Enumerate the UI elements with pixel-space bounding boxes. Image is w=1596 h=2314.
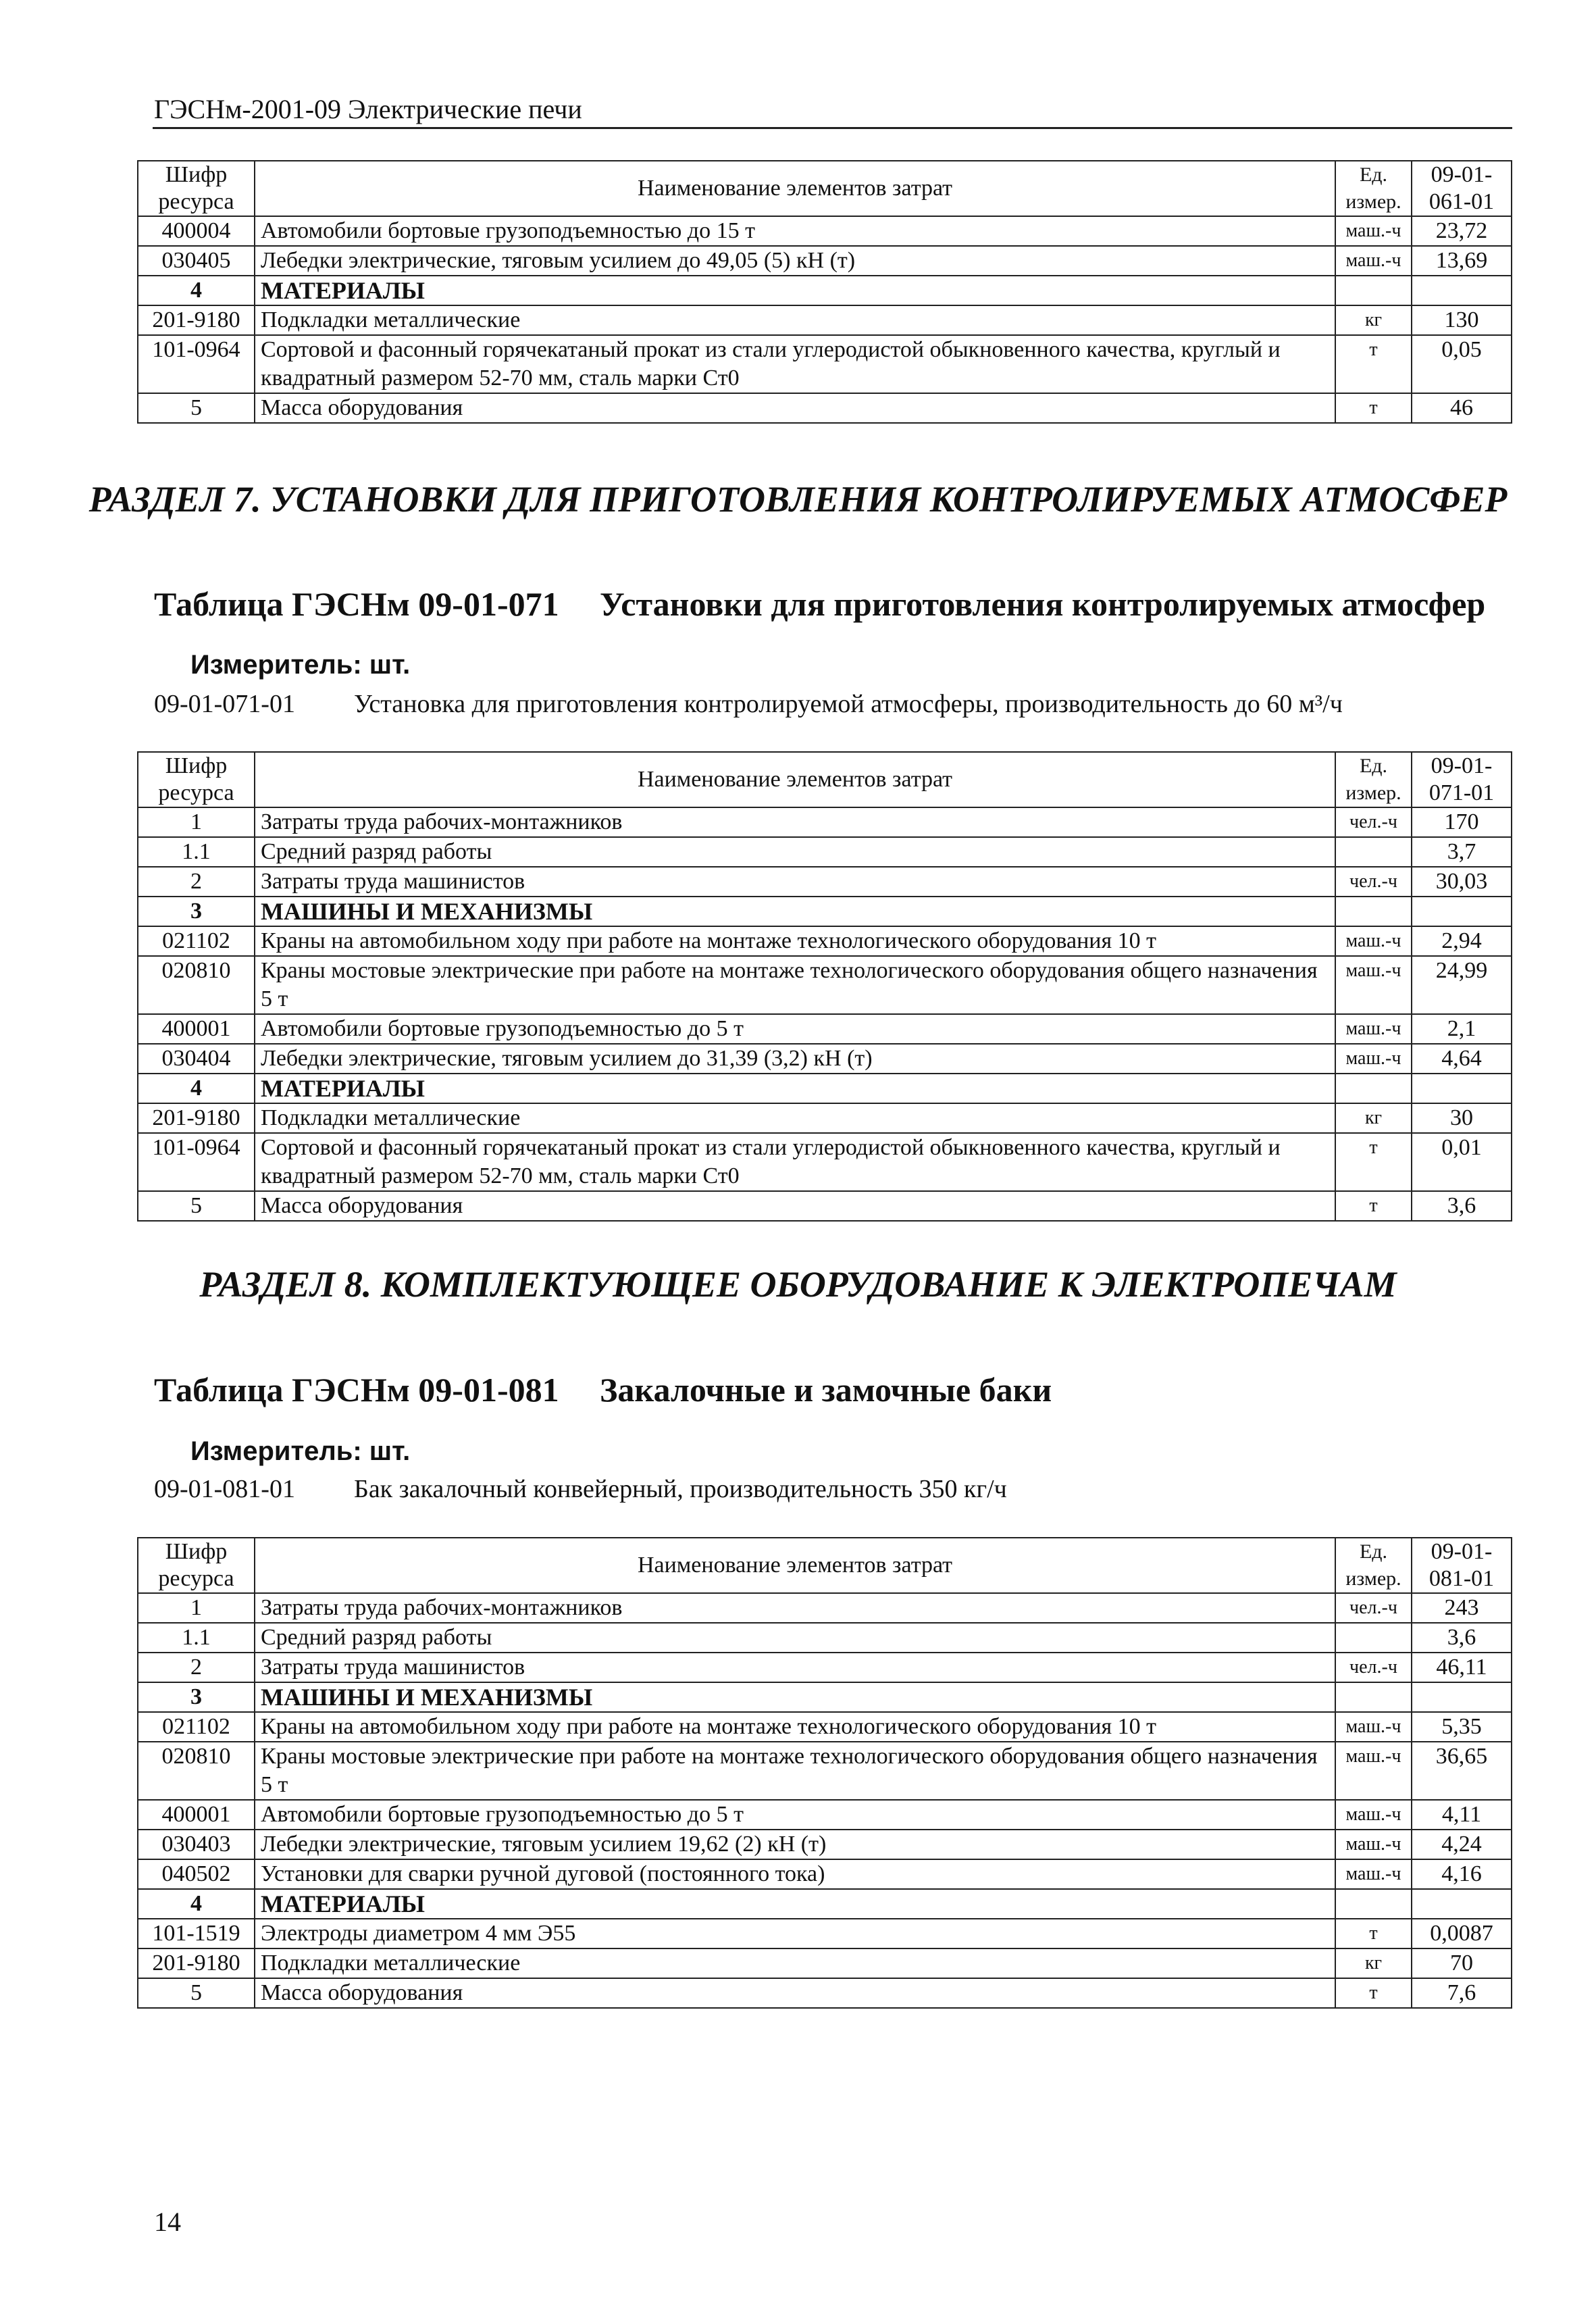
row-unit: чел.-ч bbox=[1335, 807, 1412, 837]
table-row bbox=[138, 216, 1512, 246]
row-name: Лебедки электрические, тяговым усилием до 31,39 (3,2) кН (т) bbox=[255, 1044, 1335, 1074]
table-row bbox=[138, 1919, 1512, 1948]
row-unit: маш.-ч bbox=[1335, 246, 1412, 276]
header-unit: Ед. измер. bbox=[1335, 752, 1412, 807]
row-code: 2 bbox=[138, 867, 255, 897]
row-name: Сортовой и фасонный горячекатаный прокат из стали углеродистой обыкновенного качества, круглый и квадратный размером 52-70 мм, сталь марки Ст0 bbox=[255, 1133, 1335, 1191]
table-081-title: Закалочные и замочные баки bbox=[600, 1371, 1052, 1409]
table-row bbox=[138, 1653, 1512, 1682]
table-row bbox=[138, 1948, 1512, 1978]
row-unit: маш.-ч bbox=[1335, 1742, 1412, 1800]
row-code: 030405 bbox=[138, 246, 255, 276]
row-code: 1.1 bbox=[138, 837, 255, 867]
table-row bbox=[138, 1191, 1512, 1221]
row-code: 030403 bbox=[138, 1830, 255, 1859]
table-09-01-071 bbox=[137, 751, 1512, 1222]
row-value: 0,01 bbox=[1412, 1133, 1512, 1191]
row-name: Автомобили бортовые грузоподъемностью до 5 т bbox=[255, 1800, 1335, 1830]
row-value: 0,0087 bbox=[1412, 1919, 1512, 1948]
table-row bbox=[138, 246, 1512, 276]
row-value: 4,64 bbox=[1412, 1044, 1512, 1074]
row-code: 4 bbox=[138, 1074, 255, 1103]
row-name: Затраты труда машинистов bbox=[255, 867, 1335, 897]
row-name: Лебедки электрические, тяговым усилием 19,62 (2) кН (т) bbox=[255, 1830, 1335, 1859]
table-09-01-081 bbox=[137, 1537, 1512, 2009]
table-row bbox=[138, 305, 1512, 335]
row-value bbox=[1412, 1889, 1512, 1919]
table-row bbox=[138, 867, 1512, 897]
row-value: 46 bbox=[1412, 393, 1512, 423]
header-name: Наименование элементов затрат bbox=[255, 161, 1335, 216]
row-name: МАШИНЫ И МЕХАНИЗМЫ bbox=[255, 897, 1335, 926]
row-name: Краны на автомобильном ходу при работе на монтаже технологического оборудования 10 т bbox=[255, 1712, 1335, 1742]
row-name: Лебедки электрические, тяговым усилием до 49,05 (5) кН (т) bbox=[255, 246, 1335, 276]
row-code: 101-0964 bbox=[138, 1133, 255, 1191]
header-value: 09-01-061-01 bbox=[1412, 161, 1512, 216]
row-unit bbox=[1335, 1074, 1412, 1103]
row-value: 170 bbox=[1412, 807, 1512, 837]
row-value: 3,6 bbox=[1412, 1191, 1512, 1221]
table-row bbox=[138, 1014, 1512, 1044]
row-value: 4,16 bbox=[1412, 1859, 1512, 1889]
row-code: 3 bbox=[138, 897, 255, 926]
row-code: 4 bbox=[138, 276, 255, 305]
row-value: 13,69 bbox=[1412, 246, 1512, 276]
row-unit: маш.-ч bbox=[1335, 1859, 1412, 1889]
row-name: Затраты труда рабочих-монтажников bbox=[255, 1593, 1335, 1623]
row-value: 3,6 bbox=[1412, 1623, 1512, 1653]
row-value: 7,6 bbox=[1412, 1978, 1512, 2008]
row-unit bbox=[1335, 1889, 1412, 1919]
row-unit: т bbox=[1335, 1133, 1412, 1191]
row-code: 101-1519 bbox=[138, 1919, 255, 1948]
row-unit: т bbox=[1335, 393, 1412, 423]
table-row bbox=[138, 956, 1512, 1014]
table-row bbox=[138, 1593, 1512, 1623]
row-name: Подкладки металлические bbox=[255, 1948, 1335, 1978]
table-row bbox=[138, 1712, 1512, 1742]
row-value: 4,24 bbox=[1412, 1830, 1512, 1859]
row-unit bbox=[1335, 1682, 1412, 1712]
item-081-01-code: 09-01-081-01 bbox=[154, 1475, 295, 1503]
row-unit: кг bbox=[1335, 1103, 1412, 1133]
row-unit: кг bbox=[1335, 305, 1412, 335]
table-header-row bbox=[138, 161, 1512, 216]
row-value: 2,1 bbox=[1412, 1014, 1512, 1044]
table-row bbox=[138, 393, 1512, 423]
row-unit: т bbox=[1335, 335, 1412, 393]
header-code: Шифр ресурса bbox=[138, 161, 255, 216]
row-value: 5,35 bbox=[1412, 1712, 1512, 1742]
table-header-row bbox=[138, 1538, 1512, 1593]
header-value: 09-01-081-01 bbox=[1412, 1538, 1512, 1593]
row-value: 23,72 bbox=[1412, 216, 1512, 246]
header-name: Наименование элементов затрат bbox=[255, 752, 1335, 807]
row-code: 201-9180 bbox=[138, 305, 255, 335]
row-unit bbox=[1335, 837, 1412, 867]
table-09-01-061 bbox=[137, 160, 1512, 424]
row-value: 4,11 bbox=[1412, 1800, 1512, 1830]
row-name: МАШИНЫ И МЕХАНИЗМЫ bbox=[255, 1682, 1335, 1712]
row-code: 1 bbox=[138, 1593, 255, 1623]
row-unit: маш.-ч bbox=[1335, 1014, 1412, 1044]
row-unit: маш.-ч bbox=[1335, 956, 1412, 1014]
header-rule bbox=[153, 127, 1512, 129]
row-code: 020810 bbox=[138, 956, 255, 1014]
table-row bbox=[138, 1830, 1512, 1859]
row-code: 5 bbox=[138, 1978, 255, 2008]
row-name: Краны мостовые электрические при работе на монтаже технологического оборудования общего назначения 5 т bbox=[255, 1742, 1335, 1800]
row-unit: маш.-ч bbox=[1335, 1800, 1412, 1830]
row-name: МАТЕРИАЛЫ bbox=[255, 1074, 1335, 1103]
table-row bbox=[138, 1889, 1512, 1919]
row-value bbox=[1412, 897, 1512, 926]
row-unit: чел.-ч bbox=[1335, 1593, 1412, 1623]
table-row bbox=[138, 807, 1512, 837]
row-unit: т bbox=[1335, 1191, 1412, 1221]
row-name: Средний разряд работы bbox=[255, 1623, 1335, 1653]
row-unit: кг bbox=[1335, 1948, 1412, 1978]
row-code: 040502 bbox=[138, 1859, 255, 1889]
row-name: Масса оборудования bbox=[255, 1978, 1335, 2008]
item-081-01-text: Бак закалочный конвейерный, производительность 350 кг/ч bbox=[354, 1475, 1007, 1503]
row-value: 70 bbox=[1412, 1948, 1512, 1978]
row-name: Автомобили бортовые грузоподъемностью до 15 т bbox=[255, 216, 1335, 246]
row-code: 101-0964 bbox=[138, 335, 255, 393]
row-code: 400001 bbox=[138, 1800, 255, 1830]
header-unit: Ед. измер. bbox=[1335, 161, 1412, 216]
item-071-01-code: 09-01-071-01 bbox=[154, 690, 295, 718]
row-name: МАТЕРИАЛЫ bbox=[255, 1889, 1335, 1919]
row-name: Автомобили бортовые грузоподъемностью до 5 т bbox=[255, 1014, 1335, 1044]
row-code: 1 bbox=[138, 807, 255, 837]
row-code: 021102 bbox=[138, 1712, 255, 1742]
section-7-heading: РАЗДЕЛ 7. УСТАНОВКИ ДЛЯ ПРИГОТОВЛЕНИЯ КОНТРОЛИРУЕМЫХ АТМОСФЕР bbox=[88, 479, 1508, 520]
row-name: Установки для сварки ручной дуговой (постоянного тока) bbox=[255, 1859, 1335, 1889]
row-unit: т bbox=[1335, 1919, 1412, 1948]
row-name: Подкладки металлические bbox=[255, 1103, 1335, 1133]
row-unit: маш.-ч bbox=[1335, 926, 1412, 956]
header-code: Шифр ресурса bbox=[138, 752, 255, 807]
table-row bbox=[138, 837, 1512, 867]
row-value: 130 bbox=[1412, 305, 1512, 335]
row-value: 0,05 bbox=[1412, 335, 1512, 393]
header-value: 09-01-071-01 bbox=[1412, 752, 1512, 807]
row-value: 46,11 bbox=[1412, 1653, 1512, 1682]
row-unit bbox=[1335, 1623, 1412, 1653]
row-name: Масса оборудования bbox=[255, 393, 1335, 423]
row-code: 4 bbox=[138, 1889, 255, 1919]
table-row bbox=[138, 1044, 1512, 1074]
table-row bbox=[138, 335, 1512, 393]
row-value: 24,99 bbox=[1412, 956, 1512, 1014]
table-row bbox=[138, 1133, 1512, 1191]
header-unit: Ед. измер. bbox=[1335, 1538, 1412, 1593]
table-071-meter: Измеритель: шт. bbox=[190, 650, 411, 680]
running-header: ГЭСНм-2001-09 Электрические печи bbox=[154, 94, 582, 124]
page-number: 14 bbox=[154, 2207, 181, 2237]
table-row bbox=[138, 897, 1512, 926]
row-code: 400004 bbox=[138, 216, 255, 246]
row-name: Краны на автомобильном ходу при работе на монтаже технологического оборудования 10 т bbox=[255, 926, 1335, 956]
table-row bbox=[138, 1978, 1512, 2008]
row-value: 2,94 bbox=[1412, 926, 1512, 956]
row-unit bbox=[1335, 897, 1412, 926]
table-header-row bbox=[138, 752, 1512, 807]
row-code: 400001 bbox=[138, 1014, 255, 1044]
table-row bbox=[138, 276, 1512, 305]
table-row bbox=[138, 1623, 1512, 1653]
row-code: 2 bbox=[138, 1653, 255, 1682]
row-name: Средний разряд работы bbox=[255, 837, 1335, 867]
row-unit: маш.-ч bbox=[1335, 216, 1412, 246]
row-unit: чел.-ч bbox=[1335, 1653, 1412, 1682]
table-081-meter: Измеритель: шт. bbox=[190, 1436, 411, 1466]
row-unit: маш.-ч bbox=[1335, 1044, 1412, 1074]
row-value bbox=[1412, 1074, 1512, 1103]
row-value bbox=[1412, 276, 1512, 305]
row-code: 030404 bbox=[138, 1044, 255, 1074]
row-unit: т bbox=[1335, 1978, 1412, 2008]
table-row bbox=[138, 1800, 1512, 1830]
row-name: Сортовой и фасонный горячекатаный прокат из стали углеродистой обыкновенного качества, круглый и квадратный размером 52-70 мм, сталь марки Ст0 bbox=[255, 335, 1335, 393]
table-row bbox=[138, 926, 1512, 956]
table-071-title: Установки для приготовления контролируемых атмосфер bbox=[600, 585, 1486, 623]
table-row bbox=[138, 1682, 1512, 1712]
table-071-number: Таблица ГЭСНм 09-01-071 bbox=[154, 585, 559, 623]
row-value: 30 bbox=[1412, 1103, 1512, 1133]
row-value: 36,65 bbox=[1412, 1742, 1512, 1800]
item-081-01 bbox=[154, 1474, 1007, 1504]
row-value: 3,7 bbox=[1412, 837, 1512, 867]
row-unit: маш.-ч bbox=[1335, 1712, 1412, 1742]
row-value bbox=[1412, 1682, 1512, 1712]
table-row bbox=[138, 1742, 1512, 1800]
header-code: Шифр ресурса bbox=[138, 1538, 255, 1593]
row-unit: маш.-ч bbox=[1335, 1830, 1412, 1859]
row-unit: чел.-ч bbox=[1335, 867, 1412, 897]
item-071-01 bbox=[154, 689, 1343, 719]
row-value: 243 bbox=[1412, 1593, 1512, 1623]
row-code: 1.1 bbox=[138, 1623, 255, 1653]
row-name: Электроды диаметром 4 мм Э55 bbox=[255, 1919, 1335, 1948]
row-name: Масса оборудования bbox=[255, 1191, 1335, 1221]
row-name: Затраты труда рабочих-монтажников bbox=[255, 807, 1335, 837]
row-code: 3 bbox=[138, 1682, 255, 1712]
table-071-heading bbox=[154, 584, 1485, 624]
table-081-heading bbox=[154, 1370, 1052, 1409]
row-code: 5 bbox=[138, 393, 255, 423]
header-name: Наименование элементов затрат bbox=[255, 1538, 1335, 1593]
row-code: 201-9180 bbox=[138, 1948, 255, 1978]
table-row bbox=[138, 1859, 1512, 1889]
row-name: Краны мостовые электрические при работе на монтаже технологического оборудования общего назначения 5 т bbox=[255, 956, 1335, 1014]
table-081-number: Таблица ГЭСНм 09-01-081 bbox=[154, 1371, 559, 1409]
item-071-01-text: Установка для приготовления контролируемой атмосферы, производительность до 60 м³/ч bbox=[354, 690, 1343, 718]
table-row bbox=[138, 1074, 1512, 1103]
row-code: 201-9180 bbox=[138, 1103, 255, 1133]
row-name: Подкладки металлические bbox=[255, 305, 1335, 335]
row-code: 020810 bbox=[138, 1742, 255, 1800]
row-name: МАТЕРИАЛЫ bbox=[255, 276, 1335, 305]
section-8-heading: РАЗДЕЛ 8. КОМПЛЕКТУЮЩЕЕ ОБОРУДОВАНИЕ К ЭЛЕКТРОПЕЧАМ bbox=[199, 1264, 1397, 1305]
row-code: 5 bbox=[138, 1191, 255, 1221]
table-row bbox=[138, 1103, 1512, 1133]
row-unit bbox=[1335, 276, 1412, 305]
row-name: Затраты труда машинистов bbox=[255, 1653, 1335, 1682]
row-value: 30,03 bbox=[1412, 867, 1512, 897]
row-code: 021102 bbox=[138, 926, 255, 956]
